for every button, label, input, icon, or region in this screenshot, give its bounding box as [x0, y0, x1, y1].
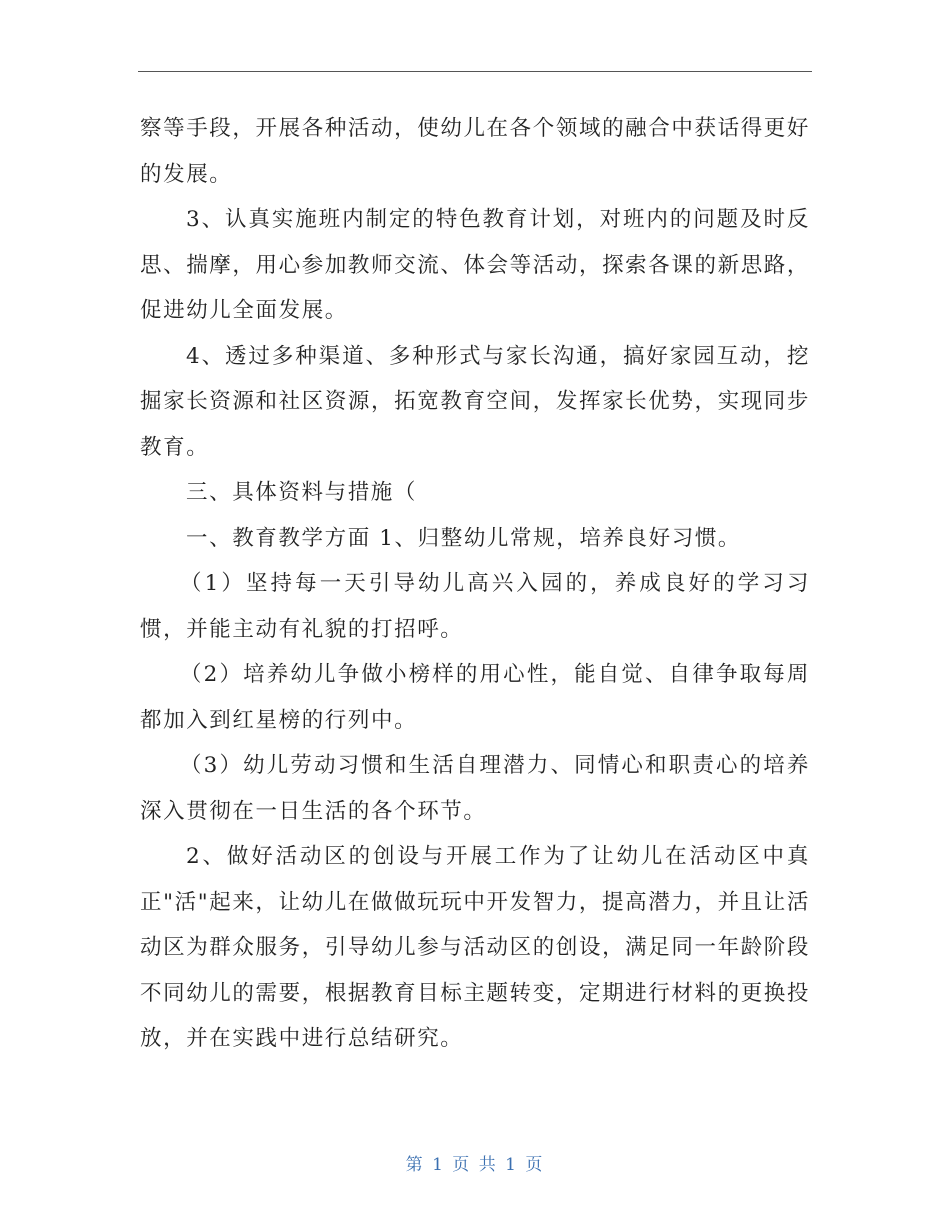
page-number-footer: 第 1 页 共 1 页 [405, 1155, 545, 1175]
list-item-3: （3）幼儿劳动习惯和生活自理潜力、同情心和职责心的培养深入贯彻在一日生活的各个环节。 [140, 753, 810, 824]
paragraph-item-2-activity-area: 2、做好活动区的创设与开展工作为了让幼儿在活动区中真正"活"起来，让幼儿在做做玩玩中开发智力，提高潜力，并且让活动区为群众服务，引导幼儿参与活动区的创设，满足同一年龄阶段不同幼儿的需要，根据教育目标主题转变，定期进行材料的更换投放，并在实践中进行总结研究。 [140, 844, 810, 1051]
header-divider [138, 71, 812, 72]
list-item-1: （1）坚持每一天引导幼儿高兴入园的，养成良好的学习习惯，并能主动有礼貌的打招呼。 [140, 571, 810, 642]
subsection-heading-1: 一、教育教学方面 1、归整幼儿常规，培养良好习惯。 [186, 525, 742, 551]
section-heading-3: 三、具体资料与措施（ [186, 480, 418, 505]
list-item-2: （2）培养幼儿争做小榜样的用心性，能自觉、自律争取每周都加入到红星榜的行列中。 [140, 662, 810, 733]
paragraph-item-4: 4、透过多种渠道、多种形式与家长沟通，搞好家园互动，挖掘家长资源和社区资源，拓宽教育空间，发挥家长优势，实现同步教育。 [140, 343, 810, 460]
paragraph-item-3: 3、认真实施班内制定的特色教育计划，对班内的问题及时反思、揣摩，用心参加教师交流、体会等活动，探索各课的新思路，促进幼儿全面发展。 [140, 207, 810, 323]
paragraph-continuation: 察等手段，开展各种活动，使幼儿在各个领域的融合中获话得更好的发展。 [140, 116, 810, 187]
document-body [140, 106, 810, 1062]
